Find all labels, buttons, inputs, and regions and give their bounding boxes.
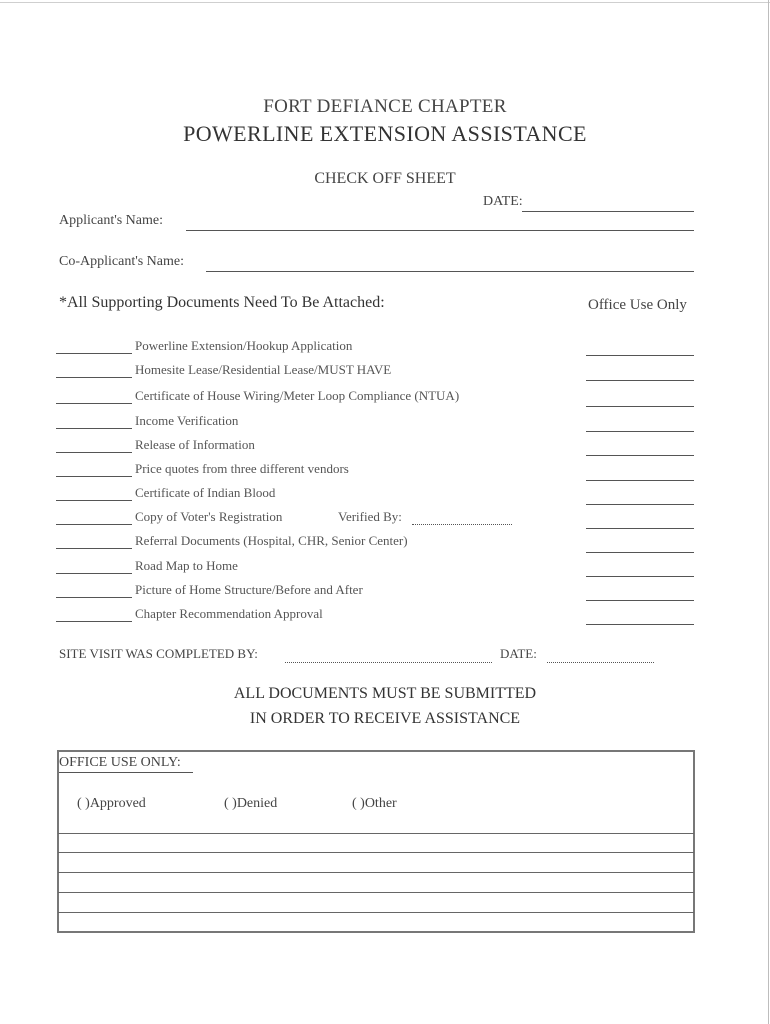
office-check-line[interactable] (586, 380, 694, 381)
office-check-line[interactable] (586, 528, 694, 529)
checklist-item: Chapter Recommendation Approval (135, 606, 323, 621)
check-line[interactable] (56, 403, 132, 404)
check-line[interactable] (56, 377, 132, 378)
other-option[interactable]: ( )Other (352, 796, 397, 811)
check-line[interactable] (56, 573, 132, 574)
office-check-line[interactable] (586, 431, 694, 432)
date-line[interactable] (522, 211, 694, 212)
office-use-column-label: Office Use Only (588, 297, 687, 313)
chapter-heading: FORT DEFIANCE CHAPTER (263, 96, 507, 117)
check-line[interactable] (56, 428, 132, 429)
office-check-line[interactable] (586, 355, 694, 356)
form-title: POWERLINE EXTENSION ASSISTANCE (183, 121, 587, 146)
checklist-item: Release of Information (135, 437, 255, 452)
office-check-line[interactable] (586, 624, 694, 625)
check-line[interactable] (56, 597, 132, 598)
site-visit-by-line[interactable] (285, 662, 492, 663)
site-visit-date-line[interactable] (547, 662, 654, 663)
checklist-item: Referral Documents (Hospital, CHR, Senior Center) (135, 533, 408, 548)
office-check-line[interactable] (586, 455, 694, 456)
check-line[interactable] (56, 476, 132, 477)
checklist-item: Copy of Voter's Registration (135, 509, 283, 524)
check-line[interactable] (56, 353, 132, 354)
checklist-item: Certificate of House Wiring/Meter Loop Compliance (NTUA) (135, 388, 460, 403)
check-line[interactable] (56, 621, 132, 622)
office-notes-line[interactable] (58, 912, 694, 913)
office-use-box-title: OFFICE USE ONLY: (59, 755, 181, 770)
co-applicant-label: Co-Applicant's Name: (59, 254, 184, 269)
page-edge-top (0, 2, 770, 3)
office-check-line[interactable] (586, 600, 694, 601)
checklist-item: Powerline Extension/Hookup Application (135, 338, 353, 353)
office-check-line[interactable] (586, 504, 694, 505)
office-use-box (57, 750, 695, 933)
office-notes-line[interactable] (58, 872, 694, 873)
submission-notice-line1: ALL DOCUMENTS MUST BE SUBMITTED (233, 685, 537, 702)
office-notes-line[interactable] (58, 852, 694, 853)
site-visit-date-label: DATE: (500, 646, 537, 661)
checklist-item: Picture of Home Structure/Before and After (135, 582, 363, 597)
checklist-item: Price quotes from three different vendors (135, 461, 349, 476)
verified-by-label: Verified By: (338, 509, 402, 524)
office-check-line[interactable] (586, 552, 694, 553)
check-line[interactable] (56, 452, 132, 453)
applicant-name-line[interactable] (186, 230, 694, 231)
applicant-label: Applicant's Name: (59, 213, 163, 228)
check-line[interactable] (56, 524, 132, 525)
co-applicant-name-line[interactable] (206, 271, 694, 272)
checklist-item: Homesite Lease/Residential Lease/MUST HAVE (135, 362, 392, 377)
check-line[interactable] (56, 500, 132, 501)
page-edge-right (768, 0, 769, 1024)
date-label: DATE: (483, 194, 523, 209)
office-check-line[interactable] (586, 480, 694, 481)
form-subtitle: CHECK OFF SHEET (314, 170, 456, 187)
checklist-item: Road Map to Home (135, 558, 238, 573)
office-notes-line[interactable] (58, 833, 694, 834)
approved-option[interactable]: ( )Approved (77, 796, 146, 811)
checklist-item: Income Verification (135, 413, 239, 428)
site-visit-label: SITE VISIT WAS COMPLETED BY: (59, 646, 258, 661)
checklist-item: Certificate of Indian Blood (135, 485, 276, 500)
verified-by-line[interactable] (412, 524, 512, 525)
office-check-line[interactable] (586, 406, 694, 407)
check-line[interactable] (56, 548, 132, 549)
denied-option[interactable]: ( )Denied (224, 796, 278, 811)
office-check-line[interactable] (586, 576, 694, 577)
submission-notice-line2: IN ORDER TO RECEIVE ASSISTANCE (249, 710, 521, 727)
documents-heading: *All Supporting Documents Need To Be Attached: (59, 294, 385, 311)
office-use-title-underline (59, 772, 193, 773)
office-notes-line[interactable] (58, 892, 694, 893)
